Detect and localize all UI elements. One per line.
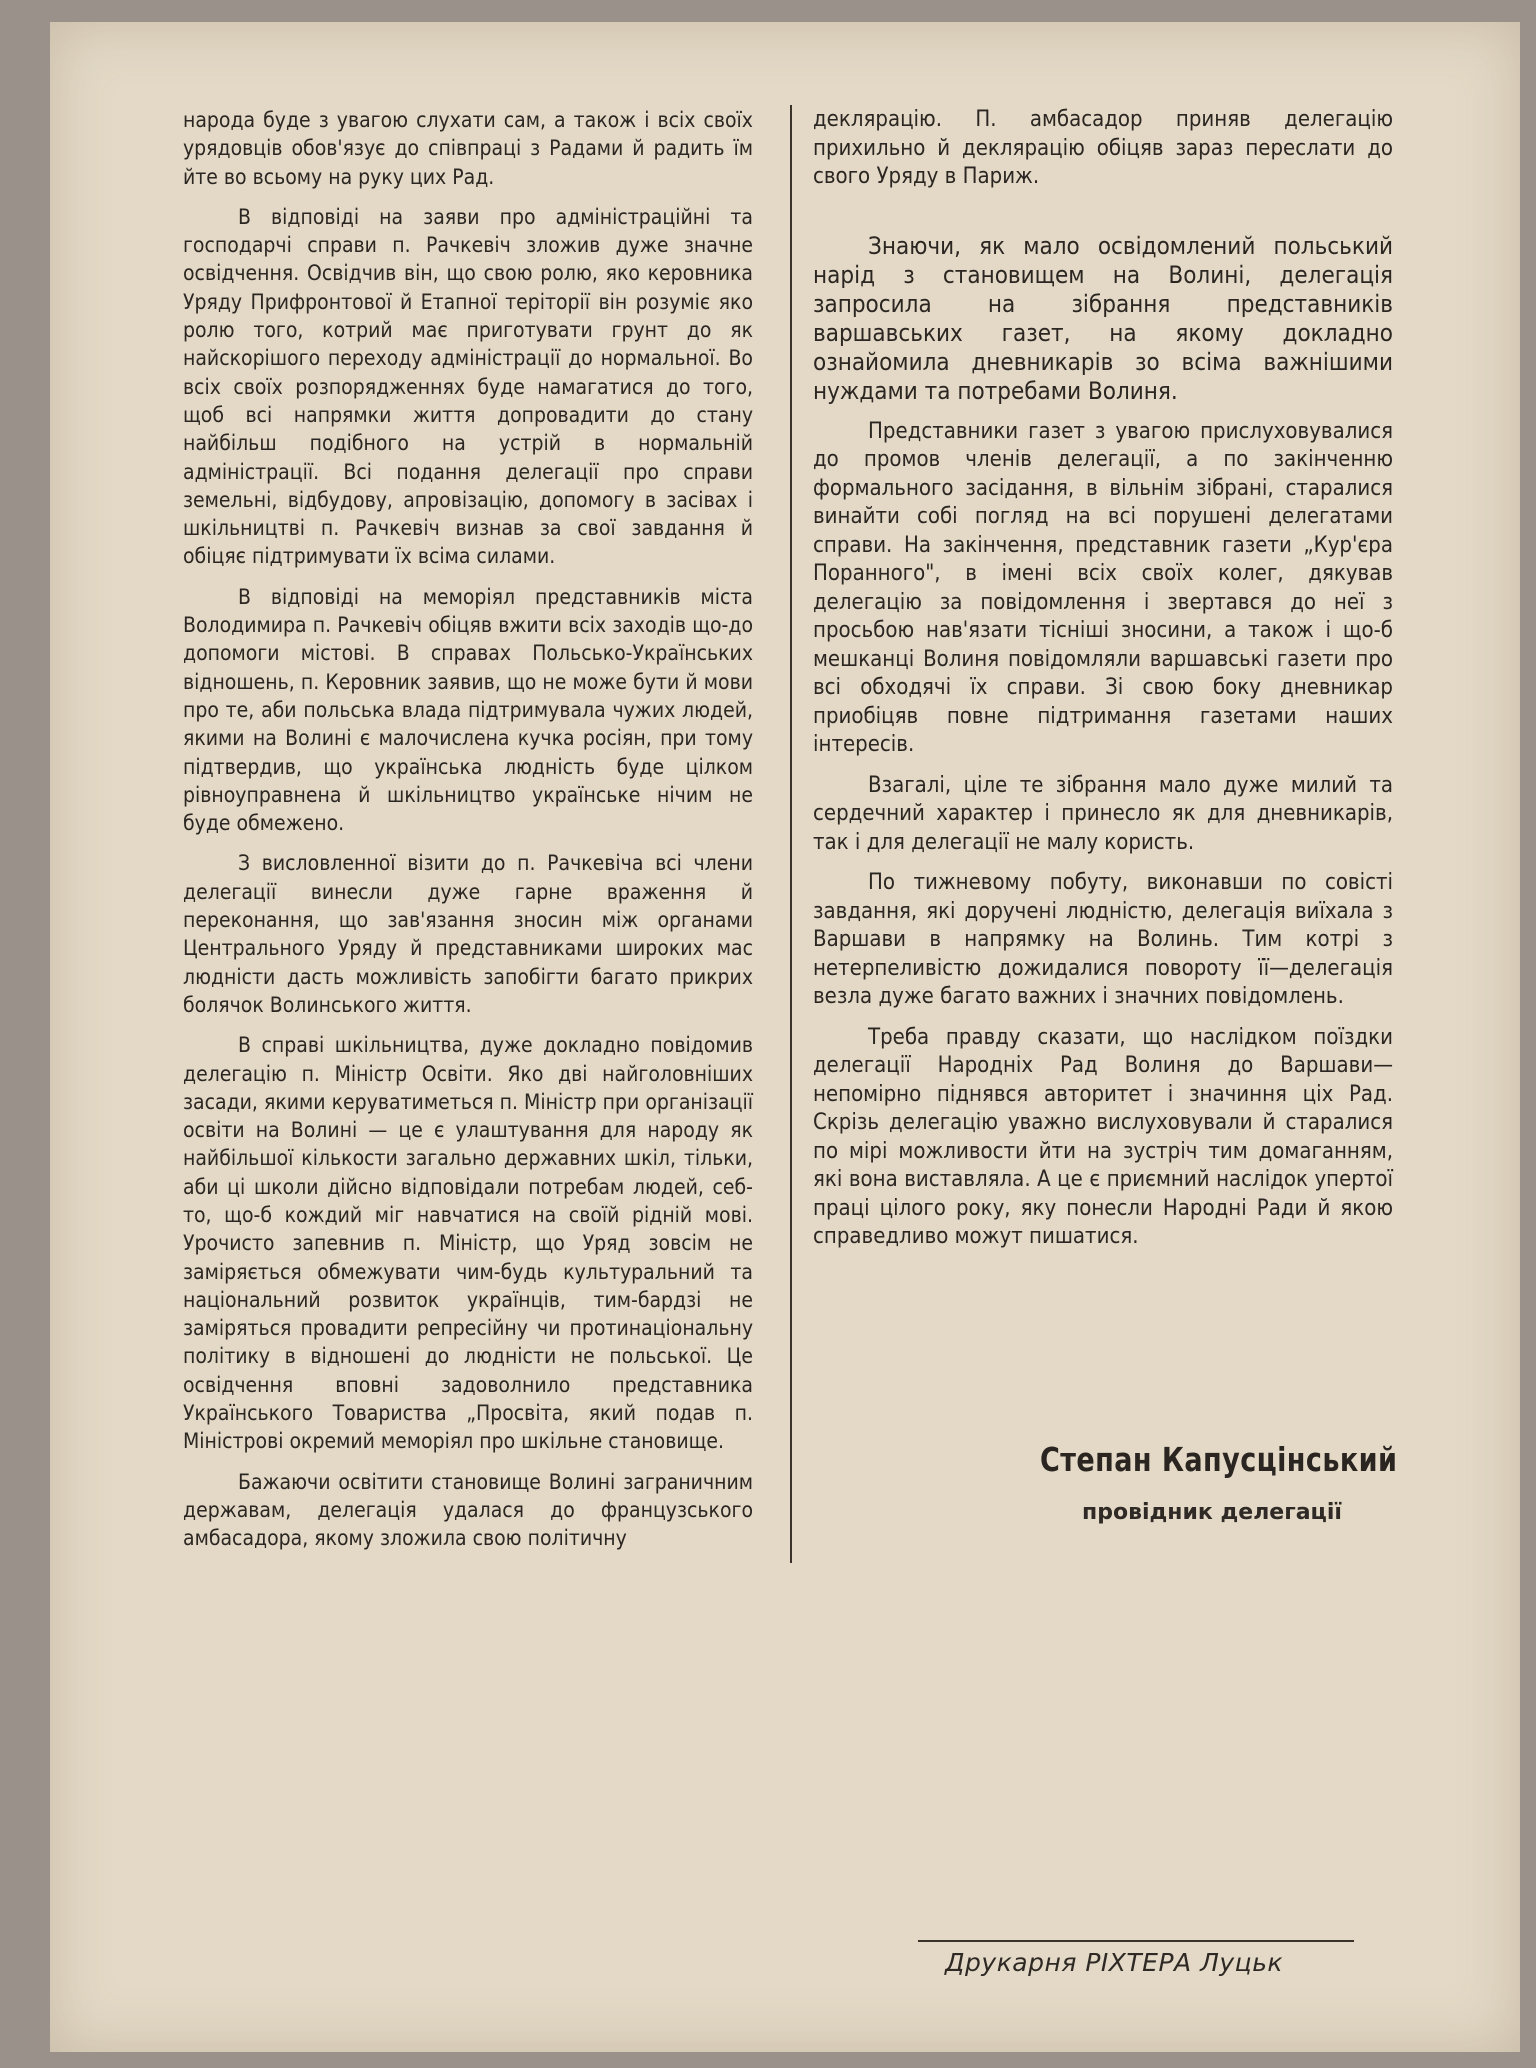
right-paragraph-3: Представники газет з увагою прислуховувалися до промов членів делегації, а по закінченню формального засідання, в вільнім зібрані, старалися винайти собі погляд на всі порушені делегатами справи. На закінчення, представник газети „Кур'єра Поранного", в імені всіх своїх колег, дякував делегацію за повідомлення і звертався до неї з просьбою нав'язати тісніші зносини, а також і що-б мешканці Волиня повідомляли варшавські газети про всі обходячі їх справи. Зі свою боку дневникар приобіцяв повне підтримання газетами наших інтересів. [813,418,1393,757]
right-paragraph-4: Взагалі, ціле те зібрання мало дуже милий та сердечний характер і принесло як для дневникарів, так і для делегації не малу користь. [813,772,1393,855]
right-column [813,106,1393,1264]
right-paragraph-5: По тижневому побуту, виконавши по совісті завдання, які доручені людністю, делегація виїхала з Варшави в напрямку на Волинь. Тим котрі з нетерпеливістю дожидалися повороту її—делегація везла дуже багато важних і значних повідомлень. [813,870,1393,1009]
left-paragraph-2: В відповіді на заяви про адміністраційні та господарчі справи п. Рачкевіч зложив дуже значне освідчення. Освідчив він, що свою ролю, яко керовника Уряду Прифронтової й Етапної теріторії він розуміє яко ролю того, котрий має приготувати грунт до як найскорішого переходу адміністрації до нормальної. Во всіх своїх розпорядженнях буде намагатися до того, щоб всі напрямки життя допровадити до стану найбільш подібного на устрій в нормальній адміністрації. Всі подання делегації про справи земельні, відбудову, апровізацію, допомогу в засівах і шкільництві п. Рачкевіч визнав за свої завдання й обіцяє підтримувати їх всіма силами. [183,204,753,569]
column-divider [790,105,792,1563]
left-paragraph-6: Бажаючи освітити становище Волині заграничним державам, делегація удалася до французського амбасадора, якому зложила свою політичну [183,1469,753,1551]
signature-role: провідник делегації [1082,1500,1342,1525]
left-column [183,106,753,1565]
right-paragraph-2: Знаючи, як мало освідомлений польський нарід з становищем на Волині, делегація запросила на зібрання представників варшавських газет, на якому докладно ознайомила дневникарів зо всіма важнішими нуждами та потребами Волиня. [813,231,1393,405]
printer-rule [918,1940,1354,1942]
right-paragraph-6: Треба правду сказати, що наслідком поїздки делегації Народніх Рад Волиня до Варшави—непомірно піднявся авторитет і значиння ціх Рад. Скрізь делегацію уважно вислуховували й старалися по мірі можливости йти на зустріч тим домаганням, які вона виставляла. А це є приємний наслідок упертої праці цілого року, яку понесли Народні Ради й якою справедливо можут пишатися. [813,1024,1393,1249]
right-paragraph-1: деклярацію. П. амбасадор приняв делегацію прихильно й деклярацію обіцяв зараз переслати до свого Уряду в Париж. [813,107,1393,189]
signature-name: Степан Капусцінський [1040,1440,1398,1479]
left-paragraph-1: народа буде з увагою слухати сам, а також і всіх своїх урядовців обов'язує до співпраці з Радами й радить їм йте во всьому на руку цих Рад. [183,108,753,189]
left-paragraph-4: З висловленної візити до п. Рачкевіча всі члени делегації винесли дуже гарне враження й переконання, що зав'язання зносин між органами Центрального Уряду й представниками широких мас людністи дасть можливість запобігти багато прикрих болячок Волинського життя. [183,851,753,1017]
printer-imprint: Друкарня РІХТЕРА Луцьк [945,1948,1284,1977]
left-paragraph-3: В відповіді на меморіял представників міста Володимира п. Рачкевіч обіцяв вжити всіх заходів що-до допомоги містові. В справах Польсько-Українських відношень, п. Керовник заявив, що не може бути й мови про те, аби польська влада підтримувала чужих людей, якими на Волині є малочислена кучка росіян, при тому підтвердив, що українська людність буде цілком рівноуправнена й шкільництво українське нічим не буде обмежено. [183,584,753,836]
left-paragraph-5: В справі шкільництва, дуже докладно повідомив делегацію п. Міністр Освіти. Яко дві найголовніших засади, якими керуватиметься п. Міністр при організації освіти на Волині — це є улаштування для народу як найбільшої кількости загально державних шкіл, тільки, аби ці школи дійсно відповідали потребам людей, себ-то, що-б кождий міг навчатися на своїй рідній мові. Урочисто запевнив п. Міністр, що Уряд зовсім не заміряється обмежувати чим-будь культуральний та національний розвиток українців, тим-бардзі не заміряться провадити репресійну чи протинаціональну політику в відношені до людністи не польської. Це освідчення вповні задоволнило представника Українського Товариства „Просвіта, який подав п. Міністрові окремий меморіял про шкільне становище. [183,1033,753,1454]
